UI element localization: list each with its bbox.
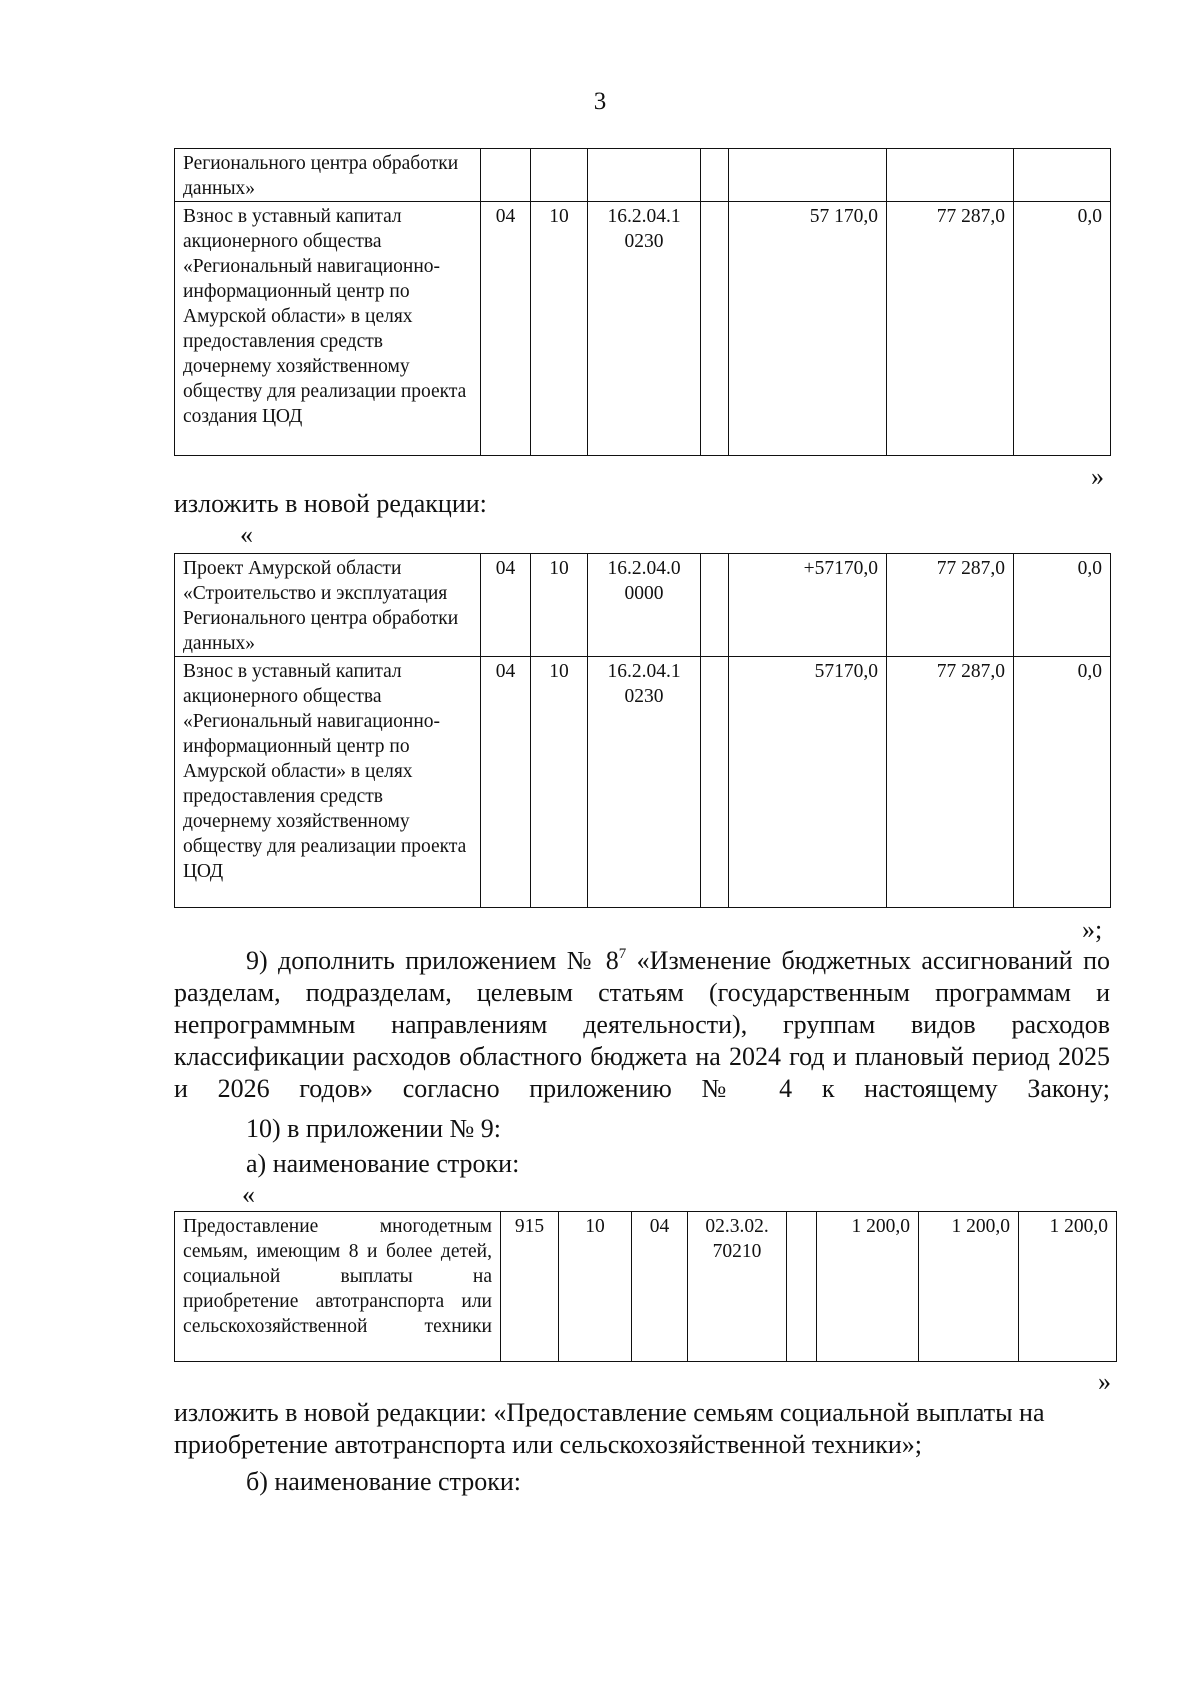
cell-section: 04 [481, 202, 531, 456]
closing-quote: » [1091, 462, 1104, 491]
closing-quote: » [1098, 1367, 1111, 1396]
budget-table-old-1 [174, 148, 1111, 456]
cell-value-2025: 77 287,0 [887, 202, 1014, 456]
paragraph-item-9: 9) дополнить приложением № $8^7$ «Изменение бюджетных ассигнований по разделам, подразделам, целевым статьям (государственным программам и непрограммным направлениям деятельности), группам видов расходов классификации расходов областного бюджета на 2024 год и плановый период 2025 и 2026 годов» согласно приложению № 4 к настоящему Закону; [174, 946, 1110, 1103]
row-name: Регионального центра обработки данных» [175, 149, 481, 202]
cell-ministry: 915 [501, 1212, 559, 1362]
cell-value-2026: 0,0 [1014, 202, 1111, 456]
row-name: Проект Амурской области «Строительство и эксплуатация Регионального центра обработки данных» [175, 554, 481, 657]
cell-expense-group [701, 202, 729, 456]
budget-table-old-2 [174, 1211, 1117, 1362]
cell-subsection: 10 [531, 202, 588, 456]
row-name: Предоставление многодетным семьям, имеющим 8 и более детей, социальной выплаты на приобретение автотранспорта или сельскохозяйственной техники [175, 1212, 501, 1362]
paragraph-item-10a: а) наименование строки: [246, 1149, 520, 1178]
table-row: Взнос в уставный капитал акционерного общества «Региональный навигационно-информационный центр по Амурской области» в целях предоставления средств дочернему хозяйственному обществу для реализации проекта ЦОД 04 10 16.2.04.1 0230 57170,0 77 287,0 0,0 [175, 657, 1111, 908]
paragraph-item-10: 10) в приложении № 9: [246, 1114, 502, 1143]
row-name: Взнос в уставный капитал акционерного общества «Региональный навигационно-информационный центр по Амурской области» в целях предоставления средств дочернему хозяйственному обществу для реализации проекта ЦОД [175, 657, 481, 908]
table-row: Предоставление многодетным семьям, имеющим 8 и более детей, социальной выплаты на приобретение автотранспорта или сельскохозяйственной техники 915 10 04 02.3.02. 70210 1 200,0 1 200,0 1 200,0 [175, 1212, 1117, 1362]
cell-target-article: 16.2.04.1 0230 [588, 202, 701, 456]
opening-quote: « [240, 520, 253, 549]
opening-quote: « [242, 1180, 255, 1209]
budget-table-new-1 [174, 553, 1111, 908]
table-row [175, 202, 1111, 456]
closing-quote: »; [1082, 915, 1103, 944]
paragraph-item-10b: б) наименование строки: [246, 1467, 521, 1496]
page-number: 3 [593, 88, 607, 115]
new-edition-text: изложить в новой редакции: [174, 489, 487, 518]
new-edition-text-2: изложить в новой редакции: «Предоставление семьям социальной выплаты на приобретение автотранспорта или сельскохозяйственной техники»; [174, 1398, 1045, 1459]
table-row [175, 149, 1111, 202]
cell-value-2024: 57 170,0 [729, 202, 887, 456]
row-name: Взнос в уставный капитал акционерного общества «Региональный навигационно-информационный центр по Амурской области» в целях предоставления средств дочернему хозяйственному обществу для реализации проекта создания ЦОД [175, 202, 481, 456]
table-row: Проект Амурской области «Строительство и эксплуатация Регионального центра обработки данных» 04 10 16.2.04.0 0000 +57170,0 77 287,0 0,0 [175, 554, 1111, 657]
